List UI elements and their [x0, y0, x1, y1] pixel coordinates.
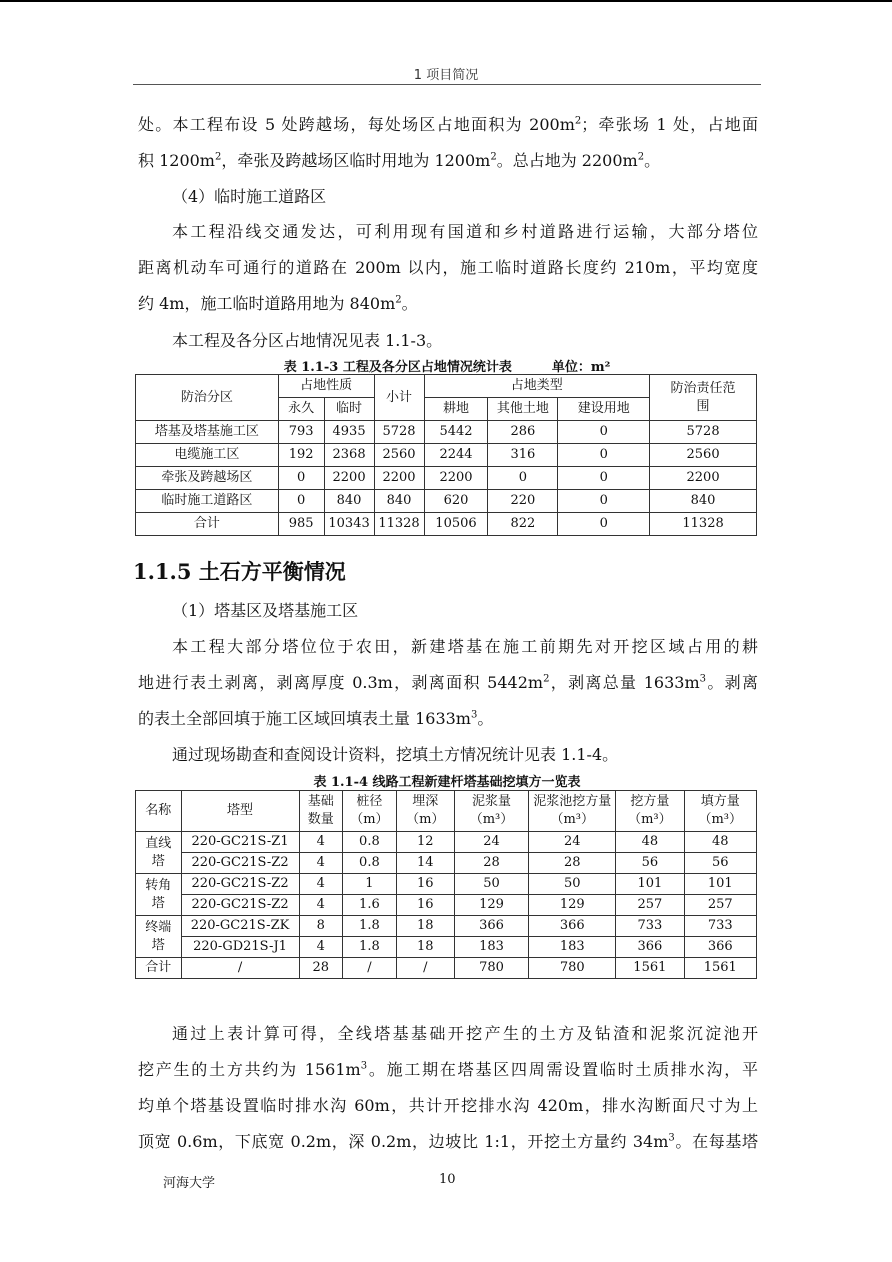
table-cell: 28 — [454, 853, 529, 874]
table-cell: 50 — [454, 874, 529, 895]
table-cell: 16 — [396, 895, 454, 916]
table-cell: 0 — [558, 421, 650, 444]
table-cell: 11328 — [374, 513, 424, 536]
paragraph-summary-l2 — [138, 1052, 758, 1088]
table-cell: 4 — [299, 853, 342, 874]
table-row — [136, 444, 757, 467]
table-cell: 1 — [342, 874, 396, 895]
table3-body — [136, 421, 757, 536]
table-cell: 18 — [396, 937, 454, 958]
table-cell: 840 — [650, 490, 757, 513]
paragraph-summary-l1 — [138, 1016, 758, 1052]
header-cell: 塔型 — [181, 791, 299, 832]
section-heading: 1.1.5 土石方平衡情况 — [133, 559, 346, 584]
paragraph-site-area — [138, 107, 758, 143]
caption-unit: 单位：m² — [551, 360, 611, 375]
header-cell: 建设用地 — [558, 398, 650, 421]
table-cell: 366 — [529, 916, 616, 937]
table-cell: 316 — [488, 444, 558, 467]
table-row — [136, 467, 757, 490]
earthwork-table — [135, 790, 757, 979]
text-line: 顶宽 0.6m，下底宽 0.2m，深 0.2m，边坡比 1:1，开挖土方量约 $34m^3$。在每基塔 — [138, 1132, 758, 1151]
table-cell: 620 — [424, 490, 488, 513]
header-cell: 耕地 — [424, 398, 488, 421]
paragraph-table-ref: 本工程及各分区占地情况见表 1.1-3。 — [172, 331, 443, 350]
table-cell: 5728 — [374, 421, 424, 444]
table-cell: 366 — [616, 937, 684, 958]
header-cell: 填方量（m³） — [684, 791, 757, 832]
table-cell: 780 — [454, 958, 529, 979]
paragraph-road-l2 — [138, 250, 758, 286]
header-cell: 其他土地 — [488, 398, 558, 421]
header-cell: 挖方量（m³） — [616, 791, 684, 832]
table-cell: 合计 — [136, 513, 279, 536]
table-cell: 0 — [488, 467, 558, 490]
table-cell: 1.6 — [342, 895, 396, 916]
table-cell: 电缆施工区 — [136, 444, 279, 467]
table-cell: 合计 — [136, 958, 182, 979]
table-cell: 183 — [529, 937, 616, 958]
table-cell: 1.8 — [342, 916, 396, 937]
table-cell: 28 — [529, 853, 616, 874]
table-cell: 220-GC21S-ZK — [181, 916, 299, 937]
table-cell: 48 — [684, 832, 757, 853]
table-cell: 4 — [299, 937, 342, 958]
header-row — [136, 791, 757, 832]
table-cell: 2200 — [374, 467, 424, 490]
table-cell: 28 — [299, 958, 342, 979]
table-cell: 2244 — [424, 444, 488, 467]
paragraph-road-l3 — [138, 286, 758, 322]
text-line: 距离机动车可通行的道路在 200m 以内，施工临时道路长度约 210m，平均宽度 — [138, 258, 758, 277]
table-cell: 11328 — [650, 513, 757, 536]
subheading-temp-road: （4）临时施工道路区 — [172, 187, 327, 206]
table-cell: 2200 — [424, 467, 488, 490]
header-cell: 基础数量 — [299, 791, 342, 832]
group-name-cell: 终端塔 — [136, 916, 182, 958]
table-cell: 18 — [396, 916, 454, 937]
paragraph-topsoil-l2 — [138, 665, 758, 701]
table-cell: 50 — [529, 874, 616, 895]
table-cell: 366 — [454, 916, 529, 937]
table-cell: 24 — [529, 832, 616, 853]
table-cell: 101 — [616, 874, 684, 895]
table-cell: 822 — [488, 513, 558, 536]
caption-text: 表 1.1-3 工程及各分区占地情况统计表 — [283, 360, 512, 375]
table-cell: 12 — [396, 832, 454, 853]
table-row — [136, 832, 757, 853]
table-cell: 129 — [454, 895, 529, 916]
paragraph-site-area-cont — [138, 143, 758, 179]
table-row — [136, 916, 757, 937]
page-top-border — [0, 0, 892, 2]
table3-caption — [133, 356, 761, 375]
table-row — [136, 490, 757, 513]
table-cell: / — [181, 958, 299, 979]
table-cell: 56 — [616, 853, 684, 874]
table-cell: 0 — [278, 490, 324, 513]
header-rule — [133, 84, 761, 85]
table-cell: 220-GC21S-Z2 — [181, 874, 299, 895]
table-cell: 257 — [684, 895, 757, 916]
header-cell: 小计 — [374, 375, 424, 421]
table-cell: 0 — [558, 513, 650, 536]
table-row — [136, 421, 757, 444]
paragraph-summary-l4 — [138, 1124, 758, 1160]
table-cell: 临时施工道路区 — [136, 490, 279, 513]
header-cell: 埋深（m） — [396, 791, 454, 832]
table-cell: 1.8 — [342, 937, 396, 958]
table-row — [136, 874, 757, 895]
text-line: 约 4m，施工临时道路用地为 $840m^2$。 — [138, 294, 418, 313]
paragraph-table4-ref: 通过现场勘查和查阅设计资料，挖填土方情况统计见表 1.1-4。 — [172, 745, 619, 764]
table-cell: / — [342, 958, 396, 979]
table-cell: 733 — [684, 916, 757, 937]
table-row — [136, 937, 757, 958]
total-row — [136, 958, 757, 979]
text-line: 积 $1200m^2$，牵张及跨越场区临时用地为 $1200m^2$。总占地为 $2200m^2$。 — [138, 151, 661, 170]
table-cell: 0 — [558, 467, 650, 490]
table-cell: 2560 — [650, 444, 757, 467]
header-cell: 临时 — [324, 398, 374, 421]
header-cell: 泥浆量（m³） — [454, 791, 529, 832]
table-cell: 2200 — [650, 467, 757, 490]
header-cell: 泥浆池挖方量（m³） — [529, 791, 616, 832]
table-cell: 塔基及塔基施工区 — [136, 421, 279, 444]
text-line: 本工程大部分塔位位于农田，新建塔基在施工前期先对开挖区域占用的耕 — [172, 637, 758, 656]
table-cell: / — [396, 958, 454, 979]
table-cell: 985 — [278, 513, 324, 536]
table-cell: 56 — [684, 853, 757, 874]
table4-caption: 表 1.1-4 线路工程新建杆塔基础挖填方一览表 — [313, 775, 581, 790]
table-cell: 0 — [278, 467, 324, 490]
table-cell: 5728 — [650, 421, 757, 444]
header-cell: 永久 — [278, 398, 324, 421]
table-cell: 4935 — [324, 421, 374, 444]
text-line: 均单个塔基设置临时排水沟 60m，共计开挖排水沟 420m，排水沟断面尺寸为上 — [138, 1096, 758, 1115]
table-cell: 16 — [396, 874, 454, 895]
header-cell: 防治分区 — [136, 375, 279, 421]
paragraph-summary-l3 — [138, 1088, 758, 1124]
table-cell: 2368 — [324, 444, 374, 467]
table-cell: 4 — [299, 874, 342, 895]
header-cell: 桩径（m） — [342, 791, 396, 832]
table-cell: 10506 — [424, 513, 488, 536]
header-cell: 占地类型 — [424, 375, 650, 398]
table-cell: 220-GC21S-Z2 — [181, 895, 299, 916]
table-cell: 220-GC21S-Z2 — [181, 853, 299, 874]
subheading-tower-area: （1）塔基区及塔基施工区 — [172, 601, 359, 620]
table-cell: 4 — [299, 832, 342, 853]
group-name-cell: 直线塔 — [136, 832, 182, 874]
running-header: 1 项目简况 — [413, 68, 479, 83]
table-cell: 1561 — [616, 958, 684, 979]
table-cell: 183 — [454, 937, 529, 958]
table-cell: 793 — [278, 421, 324, 444]
table-cell: 24 — [454, 832, 529, 853]
header-cell: 占地性质 — [278, 375, 374, 398]
table-cell: 2560 — [374, 444, 424, 467]
table-cell: 4 — [299, 895, 342, 916]
table-cell: 10343 — [324, 513, 374, 536]
table-cell: 牵张及跨越场区 — [136, 467, 279, 490]
text-line: 的表土全部回填于施工区域回填表土量 $1633m^3$。 — [138, 709, 494, 728]
text-line: 处。本工程布设 5 处跨越场，每处场区占地面积为 $200m^2$；牵张场 1 处，占地面 — [138, 115, 758, 134]
table4-head — [136, 791, 757, 832]
table-cell: 48 — [616, 832, 684, 853]
table-cell: 8 — [299, 916, 342, 937]
table4-body — [136, 832, 757, 979]
table-cell: 0 — [558, 444, 650, 467]
table-cell: 1561 — [684, 958, 757, 979]
table-cell: 129 — [529, 895, 616, 916]
paragraph-road-l1 — [138, 214, 758, 250]
page-number: 10 — [439, 1172, 456, 1187]
table-cell: 101 — [684, 874, 757, 895]
table-cell: 733 — [616, 916, 684, 937]
group-name-cell: 转角塔 — [136, 874, 182, 916]
table-cell: 286 — [488, 421, 558, 444]
table-cell: 5442 — [424, 421, 488, 444]
header-cell: 防治责任范围 — [650, 375, 757, 421]
footer-institution: 河海大学 — [163, 1176, 216, 1191]
table-cell: 220 — [488, 490, 558, 513]
table-cell: 257 — [616, 895, 684, 916]
paragraph-topsoil-l3 — [138, 701, 758, 737]
table-cell: 840 — [324, 490, 374, 513]
text-line: 挖产生的土方共约为 $1561m^3$。施工期在塔基区四周需设置临时土质排水沟，平 — [138, 1060, 758, 1079]
land-occupation-table — [135, 374, 757, 536]
table-cell: 2200 — [324, 467, 374, 490]
table-cell: 192 — [278, 444, 324, 467]
table-cell: 840 — [374, 490, 424, 513]
header-cell: 名称 — [136, 791, 182, 832]
table-cell: 366 — [684, 937, 757, 958]
text-line: 本工程沿线交通发达，可利用现有国道和乡村道路进行运输，大部分塔位 — [172, 222, 758, 241]
table-cell: 220-GD21S-J1 — [181, 937, 299, 958]
text-line: 通过上表计算可得，全线塔基基础开挖产生的土方及钻渣和泥浆沉淀池开 — [172, 1024, 758, 1043]
text-line: 地进行表土剥离，剥离厚度 0.3m，剥离面积 $5442m^2$，剥离总量 $1633m^3$。剥离 — [138, 673, 758, 692]
table-cell: 780 — [529, 958, 616, 979]
table-cell: 0.8 — [342, 832, 396, 853]
table-row — [136, 895, 757, 916]
paragraph-topsoil-l1 — [138, 629, 758, 665]
table-cell: 14 — [396, 853, 454, 874]
table-cell: 220-GC21S-Z1 — [181, 832, 299, 853]
table-row — [136, 853, 757, 874]
table-cell: 0 — [558, 490, 650, 513]
table-row — [136, 513, 757, 536]
table-cell: 0.8 — [342, 853, 396, 874]
